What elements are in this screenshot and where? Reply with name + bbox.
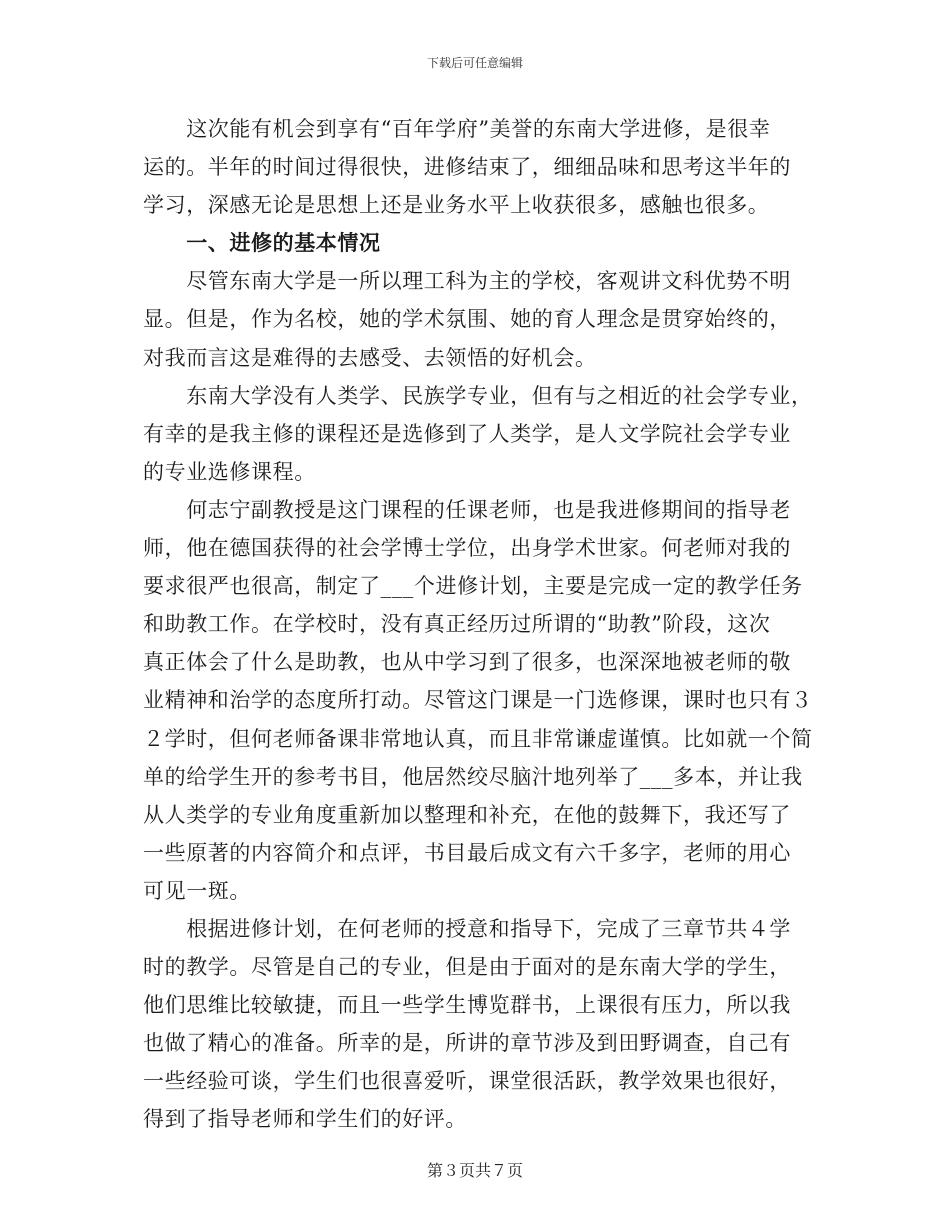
- text-line: 的专业选修课程。: [143, 459, 316, 484]
- text-line: 学习，深感无论是思想上还是业务水平上收获很多，感触也很多。: [143, 193, 770, 218]
- section-heading: 一、进修的基本情况: [143, 230, 381, 256]
- page-header: 下载后可任意编辑: [426, 56, 523, 70]
- text-line: 要求很严也很高，制定了___个进修计划，主要是完成一定的教学任务: [143, 574, 803, 599]
- text-line: 和助教工作。在学校时，没有真正经历过所谓的“助教”阶段，这次: [143, 612, 771, 637]
- text-line: 尽管东南大学是一所以理工科为主的学校，客观讲文科优势不明: [143, 269, 791, 294]
- text-line: 一些原著的内容简介和点评，书目最后成文有六千多字，老师的用心: [143, 840, 791, 865]
- text-line: 运的。半年的时间过得很快，进修结束了，细细品味和思考这半年的: [143, 155, 791, 180]
- text-line: 对我而言这是难得的去感受、去领悟的好机会。: [143, 345, 597, 370]
- text-line: 师，他在德国获得的社会学博士学位，出身学术世家。何老师对我的: [143, 536, 791, 561]
- text-line: 业精神和治学的态度所打动。尽管这门课是一门选修课，课时也只有３: [143, 688, 813, 713]
- text-line: 可见一斑。: [143, 878, 251, 903]
- text-line: 也做了精心的准备。所幸的是，所讲的章节涉及到田野调查，自己有: [143, 1031, 791, 1056]
- text-line: 从人类学的专业角度重新加以整理和补充，在他的鼓舞下，我还写了: [143, 802, 791, 827]
- text-line: 真正体会了什么是助教，也从中学习到了很多，也深深地被老师的敬: [143, 650, 791, 675]
- text-line: 显。但是，作为名校，她的学术氛围、她的育人理念是贯穿始终的，: [143, 307, 791, 332]
- text-line: 他们思维比较敏捷，而且一些学生博览群书，上课很有压力，所以我: [143, 993, 791, 1018]
- text-line: 得到了指导老师和学生们的好评。: [143, 1107, 467, 1132]
- text-line: 一些经验可谈，学生们也很喜爱听，课堂很活跃，教学效果也很好，: [143, 1069, 791, 1094]
- text-line: 时的教学。尽管是自己的专业，但是由于面对的是东南大学的学生，: [143, 955, 791, 980]
- text-line: 根据进修计划，在何老师的授意和指导下，完成了三章节共４学: [143, 916, 791, 941]
- text-line: 东南大学没有人类学、民族学专业，但有与之相近的社会学专业，: [143, 383, 813, 408]
- text-line: 单的给学生开的参考书目，他居然绞尽脑汁地列举了___多本，并让我: [143, 764, 803, 789]
- text-line: 这次能有机会到享有“百年学府”美誉的东南大学进修，是很幸: [143, 117, 771, 141]
- page-number-footer: 第３页共７页: [426, 1161, 523, 1180]
- text-line: 何志宁副教授是这门课程的任课老师，也是我进修期间的指导老: [143, 497, 791, 522]
- text-line: 有幸的是我主修的课程还是选修到了人类学，是人文学院社会学专业: [143, 421, 791, 446]
- document-body: [143, 110, 811, 1139]
- text-line: ２学时，但何老师备课非常地认真，而且非常谦虚谨慎。比如就一个简: [143, 726, 813, 751]
